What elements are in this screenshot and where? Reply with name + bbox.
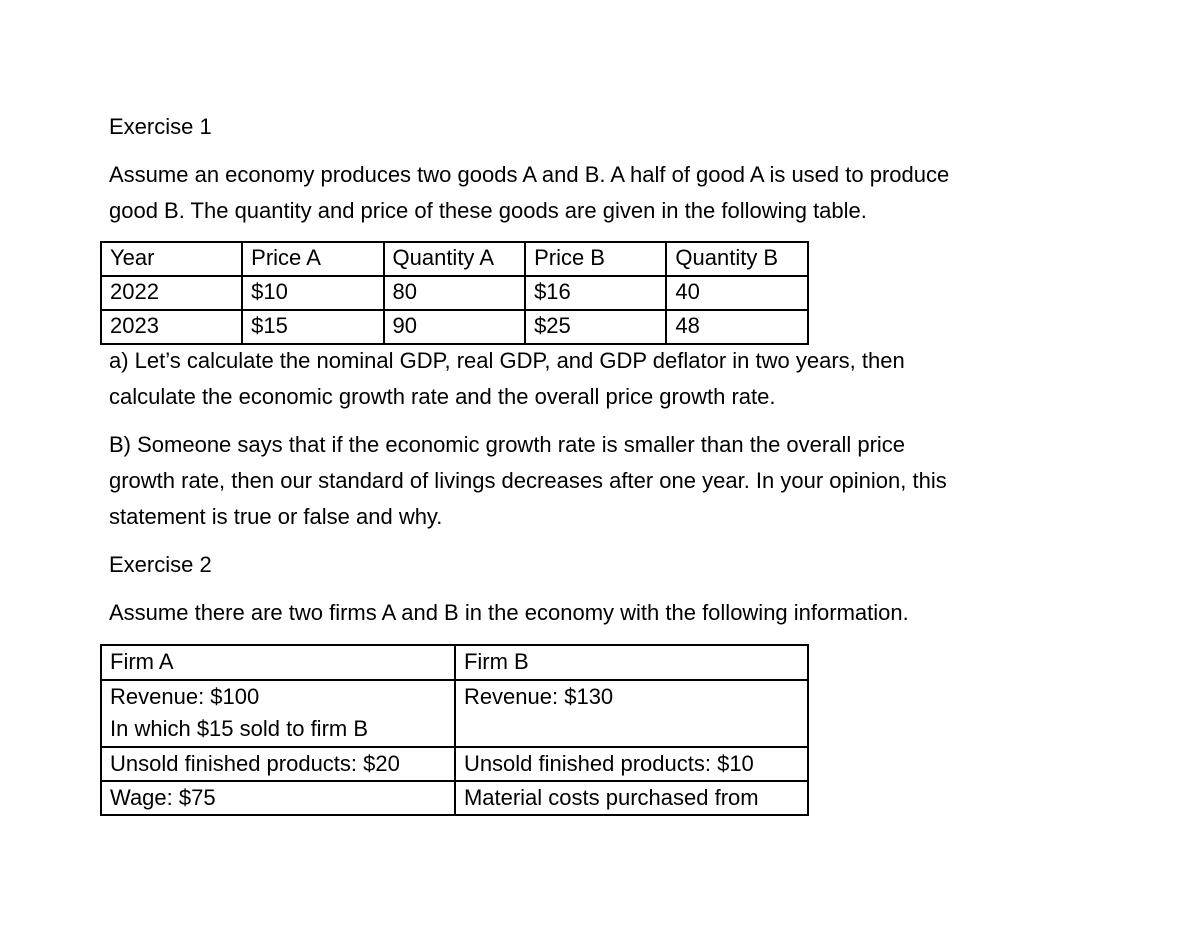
table-cell <box>101 747 455 781</box>
header-cell: Quantity B <box>666 242 808 276</box>
table-row <box>101 747 808 781</box>
table-cell <box>455 781 808 815</box>
table-row <box>101 781 808 815</box>
header-cell: Firm A <box>101 645 455 680</box>
table-cell: $15 <box>242 310 383 344</box>
table-header-row <box>101 645 808 680</box>
table-row <box>101 276 808 310</box>
table-cell <box>101 680 455 747</box>
intro-line: good B. The quantity and price of these goods are given in the following table. <box>109 198 867 223</box>
header-cell: Year <box>101 242 242 276</box>
table-cell <box>455 680 808 747</box>
table-cell: 48 <box>666 310 808 344</box>
question-a-line: a) Let’s calculate the nominal GDP, real GDP, and GDP deflator in two years, then <box>109 348 905 373</box>
table-cell: $10 <box>242 276 383 310</box>
table-cell: 80 <box>384 276 526 310</box>
table-cell <box>455 747 808 781</box>
question-b <box>109 427 1109 535</box>
exercise-1-intro <box>109 157 1109 229</box>
cell-line: Revenue: $100 <box>110 684 260 709</box>
question-a <box>109 343 1109 415</box>
table-cell: 90 <box>384 310 526 344</box>
cell-line: Unsold finished products: $10 <box>463 751 754 776</box>
question-b-line: statement is true or false and why. <box>109 504 443 529</box>
table-cell <box>101 781 455 815</box>
table-cell: $16 <box>525 276 666 310</box>
cell-line: Revenue: $130 <box>463 684 614 709</box>
table-cell: $25 <box>525 310 666 344</box>
table-cell: 40 <box>666 276 808 310</box>
cell-line: In which $15 sold to firm B <box>110 716 369 741</box>
price-quantity-table <box>100 241 809 345</box>
exercise-2-heading <box>109 547 1109 583</box>
cell-line: Material costs purchased from <box>463 785 759 810</box>
cell-line: Unsold finished products: $20 <box>110 751 400 776</box>
table-cell: 2022 <box>101 276 242 310</box>
exercise-1-heading <box>109 109 1109 145</box>
header-cell: Price B <box>525 242 666 276</box>
question-b-line: growth rate, then our standard of livings decreases after one year. In your opinion, this <box>109 468 947 493</box>
question-a-line: calculate the economic growth rate and the overall price growth rate. <box>109 384 776 409</box>
firms-table <box>100 644 809 816</box>
exercise-2-intro <box>109 595 1109 631</box>
question-b-line: B) Someone says that if the economic growth rate is smaller than the overall price <box>109 432 906 457</box>
cell-line: Wage: $75 <box>110 785 216 810</box>
table-header-row <box>101 242 808 276</box>
table-row <box>101 680 808 747</box>
heading-text: Exercise 1 <box>109 114 212 139</box>
header-cell: Quantity A <box>384 242 526 276</box>
intro-line: Assume an economy produces two goods A and B. A half of good A is used to produce <box>109 162 950 187</box>
intro-line: Assume there are two firms A and B in the economy with the following information. <box>109 600 909 625</box>
heading-text: Exercise 2 <box>109 552 212 577</box>
table-cell: 2023 <box>101 310 242 344</box>
table-row <box>101 310 808 344</box>
header-cell: Price A <box>242 242 383 276</box>
header-cell: Firm B <box>455 645 808 680</box>
